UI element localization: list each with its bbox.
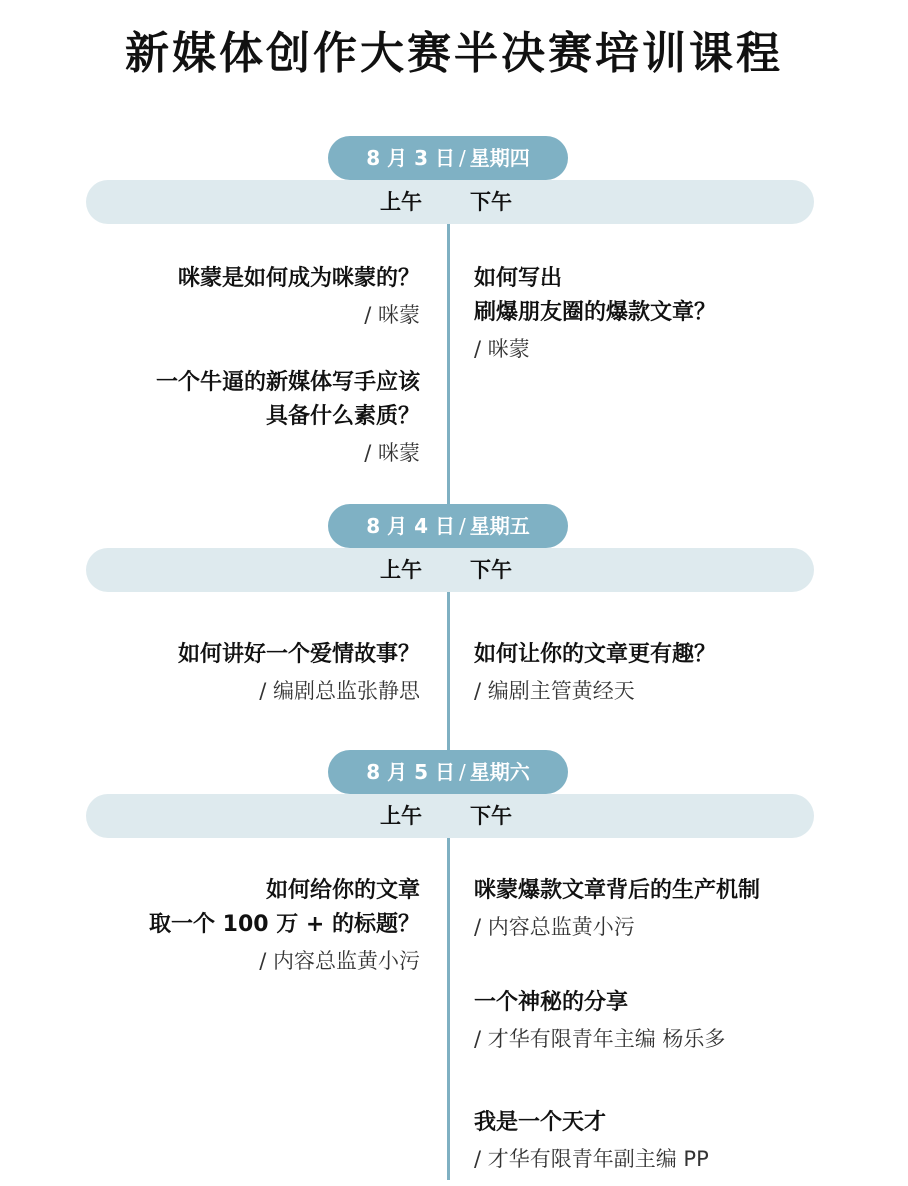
date-separator: /	[458, 146, 466, 170]
page-title: 新媒体创作大赛半决赛培训课程	[125, 28, 783, 79]
date-pill-day1	[328, 136, 568, 180]
talk-title: 如何让你的文章更有趣？	[474, 642, 717, 667]
talk-speaker: / 编剧总监张静思	[259, 679, 420, 703]
date-pill-day3	[328, 750, 568, 794]
talk-title: 如何给你的文章 取一个 100 万 + 的标题？	[149, 878, 420, 937]
talk-speaker: / 咪蒙	[364, 303, 420, 327]
talk-item	[474, 262, 716, 366]
period-bar-day2	[86, 548, 814, 592]
timeline-line	[447, 170, 450, 1180]
talk-item	[156, 366, 420, 470]
date-label: 8 月 5 日	[366, 760, 455, 784]
talk-item	[474, 986, 725, 1056]
pm-label: 下午	[470, 804, 512, 828]
talk-speaker: / 内容总监黄小污	[259, 949, 420, 973]
date-label: 8 月 3 日	[366, 146, 455, 170]
talk-item	[474, 874, 760, 944]
weekday-label: 星期六	[469, 760, 530, 784]
talk-title: 我是一个天才	[474, 1110, 607, 1135]
talk-speaker: / 才华有限青年主编 杨乐多	[474, 1027, 726, 1051]
talk-speaker: / 内容总监黄小污	[474, 915, 635, 939]
talk-item	[474, 1106, 709, 1176]
talk-title: 咪蒙爆款文章背后的生产机制	[474, 878, 761, 903]
talk-title: 一个牛逼的新媒体写手应该 具备什么素质？	[155, 370, 420, 429]
talk-title: 如何讲好一个爱情故事？	[177, 642, 420, 667]
talk-speaker: / 咪蒙	[364, 441, 420, 465]
talk-speaker: / 才华有限青年副主编 PP	[474, 1147, 709, 1171]
talk-title: 一个神秘的分享	[474, 990, 629, 1015]
talk-item	[178, 262, 420, 332]
period-bar-day3	[86, 794, 814, 838]
pm-label: 下午	[470, 558, 512, 582]
talk-item	[178, 638, 420, 708]
talk-speaker: / 编剧主管黄经天	[474, 679, 635, 703]
weekday-label: 星期五	[469, 514, 530, 538]
pm-label: 下午	[470, 190, 512, 214]
talk-speaker: / 咪蒙	[474, 337, 530, 361]
talk-item	[149, 874, 420, 978]
date-label: 8 月 4 日	[366, 514, 455, 538]
am-label: 上午	[380, 804, 422, 828]
date-separator: /	[458, 514, 466, 538]
talk-title: 咪蒙是如何成为咪蒙的？	[177, 266, 420, 291]
weekday-label: 星期四	[469, 146, 530, 170]
talk-item	[474, 638, 716, 708]
date-separator: /	[458, 760, 466, 784]
period-bar-day1	[86, 180, 814, 224]
am-label: 上午	[380, 190, 422, 214]
am-label: 上午	[380, 558, 422, 582]
talk-title: 如何写出 刷爆朋友圈的爆款文章？	[474, 266, 717, 325]
date-pill-day2	[328, 504, 568, 548]
